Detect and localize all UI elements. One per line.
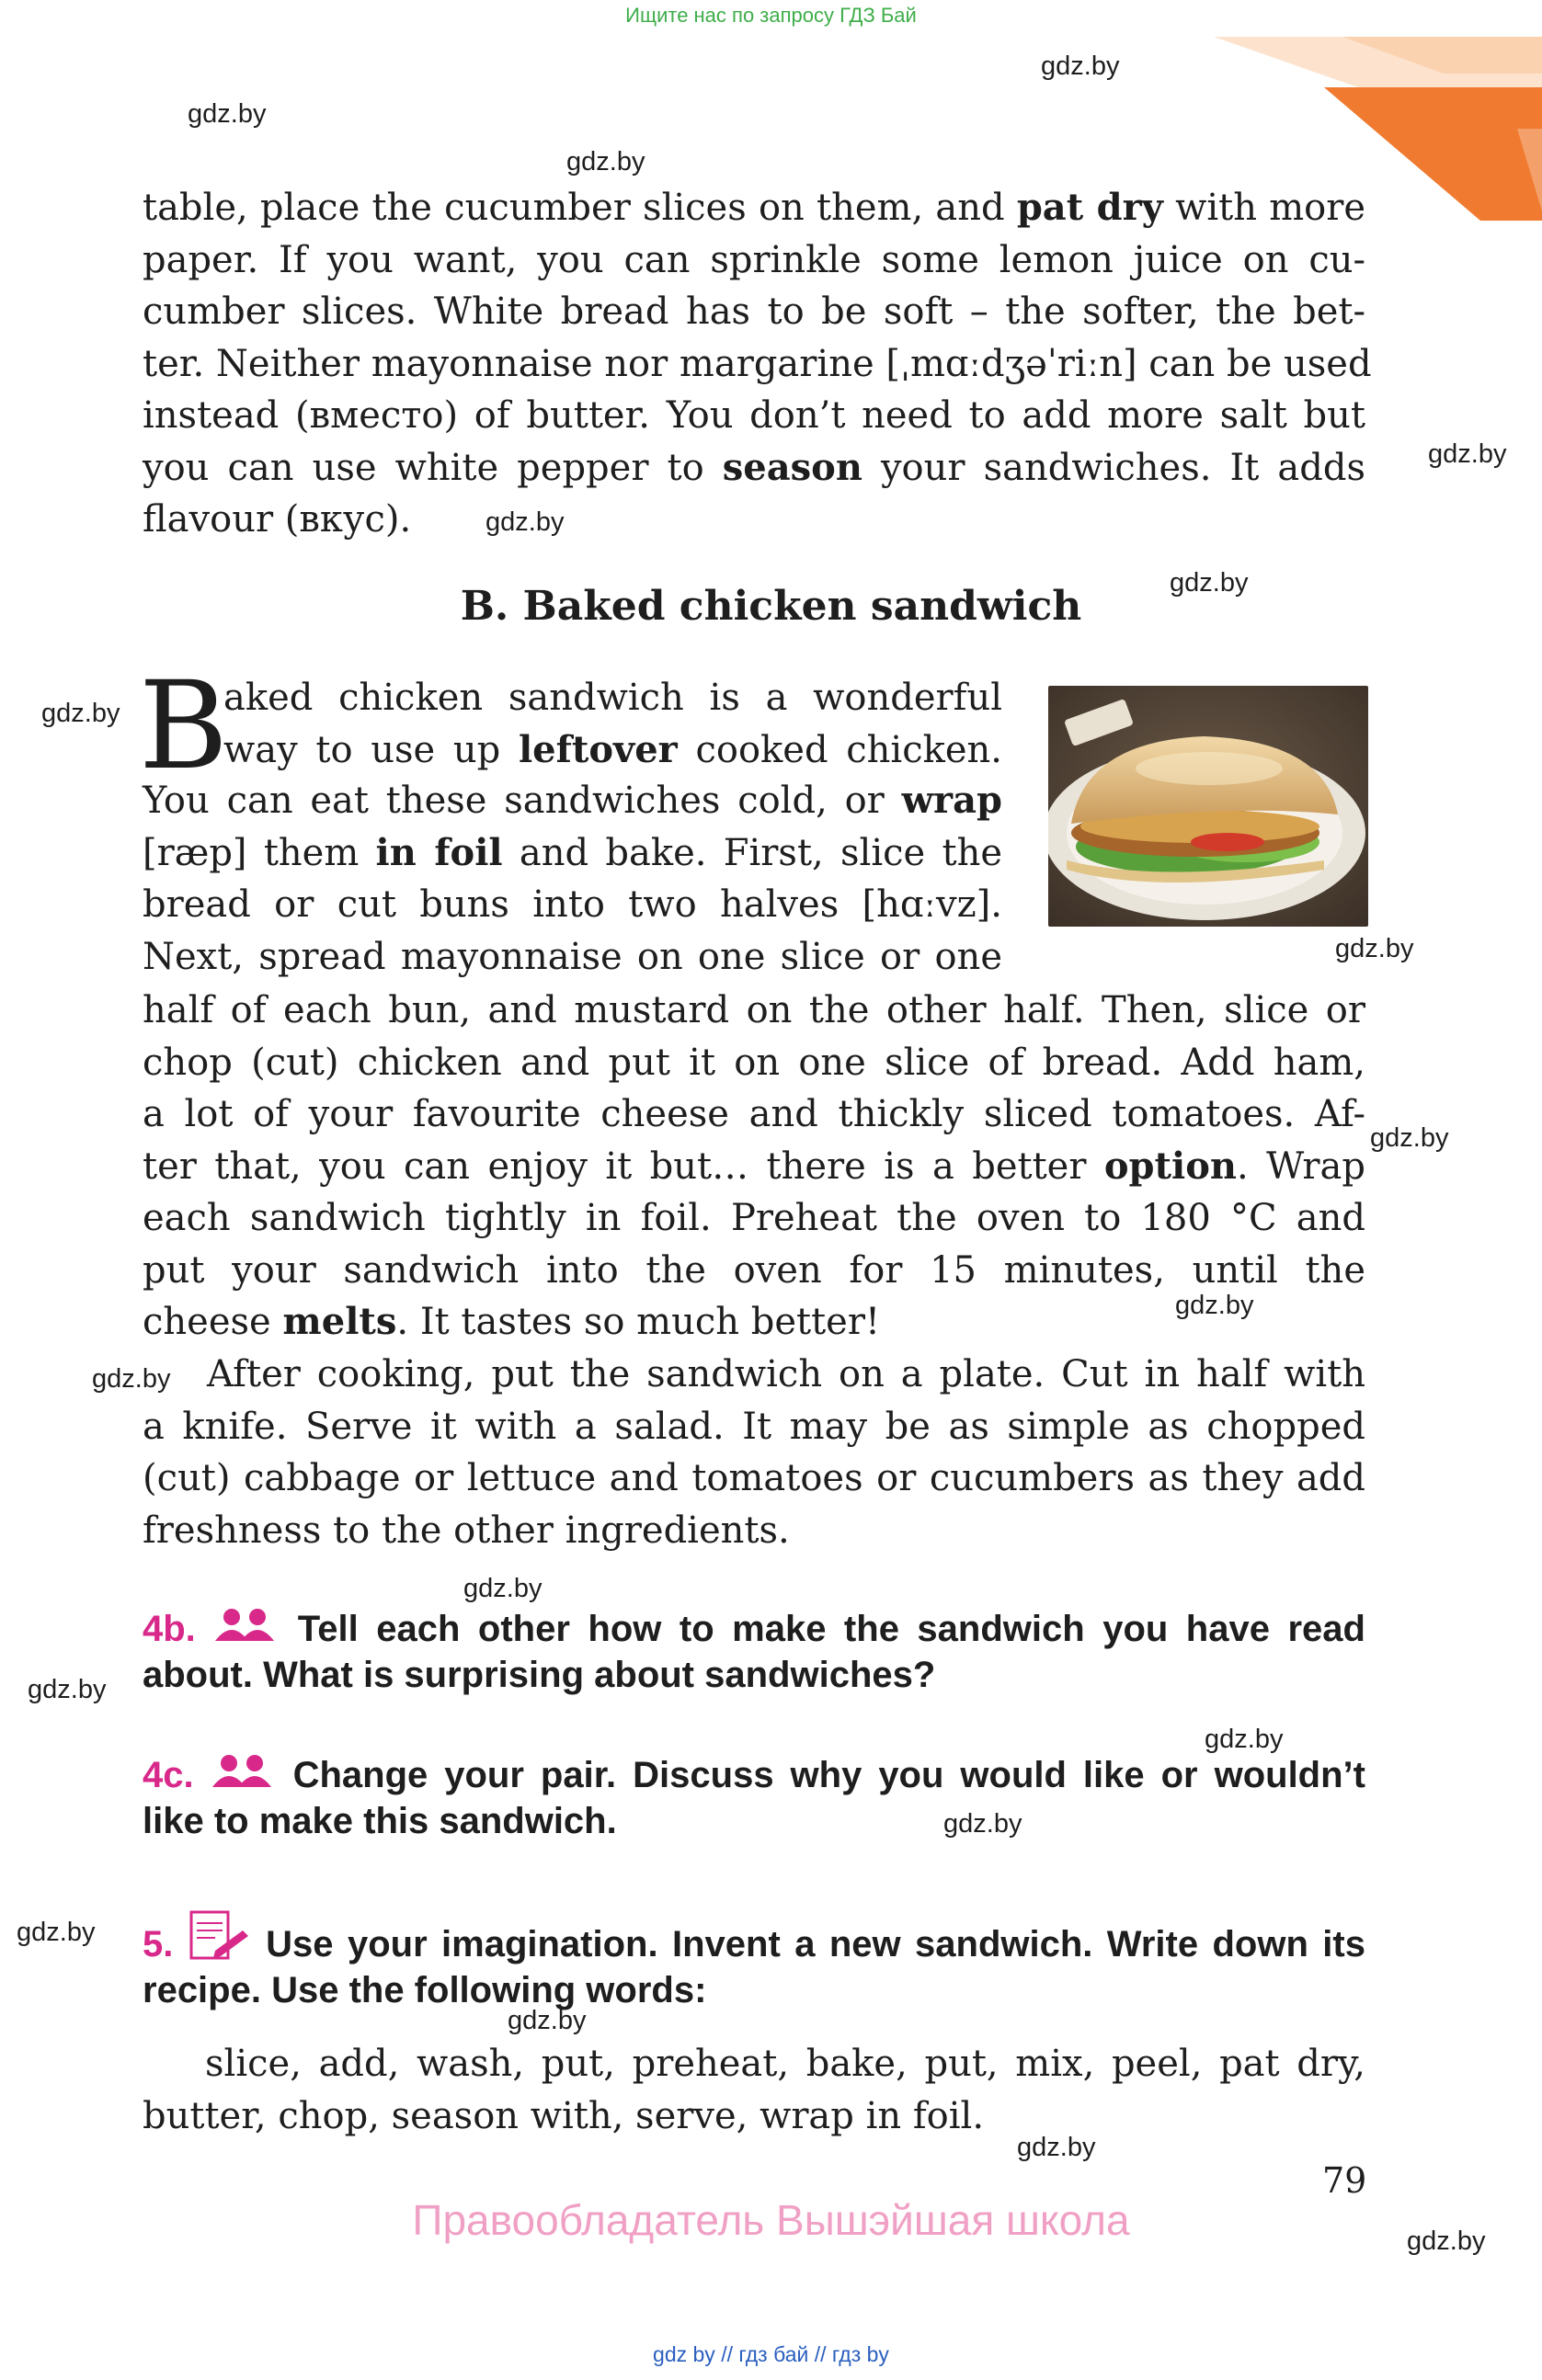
- page-number: 79: [1322, 2160, 1367, 2201]
- watermark: gdz.by: [188, 99, 267, 129]
- watermark: gdz.by: [28, 1675, 107, 1704]
- exercise-4c: [143, 1752, 1365, 1844]
- bold-term: option: [1103, 1144, 1237, 1188]
- exercise-text: like to make this sandwich.: [143, 1801, 617, 1841]
- watermark: gdz.by: [92, 1364, 171, 1394]
- pair-work-icon: [213, 1608, 280, 1645]
- text-run: [ræp] them: [143, 831, 376, 874]
- text-run: You can eat these sandwiches cold, or: [143, 780, 902, 822]
- text-run: ter that, you can enjoy it but… there is a better: [143, 1144, 1104, 1188]
- text-run: freshness to the other ingredients.: [143, 1509, 790, 1552]
- text-run: paper. If you want, you can sprinkle some lemon juice on cu-: [143, 238, 1365, 281]
- drop-cap: B: [139, 655, 229, 797]
- watermark: gdz.by: [17, 1918, 96, 1947]
- text-run: aked chicken sandwich is a wonderful: [223, 677, 1002, 719]
- text-line: [143, 390, 1365, 442]
- bold-term: wrap: [901, 779, 1002, 822]
- watermark: gdz.by: [1041, 51, 1120, 81]
- text-line: [223, 672, 1002, 724]
- sandwich-photo: [1048, 686, 1368, 927]
- text-run: chop (cut) chicken and put it on one slice of bread. Add ham,: [143, 1041, 1365, 1084]
- text-run: a lot of your favourite cheese and thickly sliced tomatoes. Af-: [143, 1093, 1365, 1135]
- text-line: [143, 1088, 1365, 1141]
- text-line: [143, 1141, 1365, 1193]
- text-line: [143, 879, 1002, 931]
- watermark: gdz.by: [463, 1574, 543, 1603]
- text-line: [143, 1452, 1365, 1505]
- text-line: [143, 1349, 1365, 1401]
- pair-work-icon: [211, 1754, 277, 1791]
- bold-term: melts: [282, 1300, 397, 1343]
- text-line: [143, 494, 1365, 546]
- text-run: you can use white pepper to: [143, 446, 723, 489]
- watermark: gdz.by: [1170, 568, 1249, 598]
- text-line: [143, 234, 1365, 287]
- text-run: table, place the cucumber slices on them, and: [143, 187, 1017, 229]
- watermark: gdz.by: [1335, 934, 1414, 963]
- text-line: [143, 1296, 1365, 1349]
- text-line: [143, 1505, 1365, 1557]
- watermark: gdz.by: [485, 507, 565, 537]
- text-line: [143, 1192, 1365, 1245]
- text-run: (cut) cabbage or lettuce and tomatoes or cucumbers as they add: [143, 1457, 1365, 1499]
- watermark: gdz.by: [943, 1809, 1022, 1839]
- exercise-text: Change your pair. Discuss why you would like or wouldn’t: [292, 1755, 1365, 1795]
- word-list-line: slice, add, wash, put, preheat, bake, put, mix, peel, pat dry,: [205, 2043, 1365, 2085]
- text-run: a knife. Serve it with a salad. It may be as simple as chopped: [143, 1405, 1365, 1448]
- word-list: [143, 2038, 1365, 2142]
- writing-task-icon: [188, 1910, 252, 1962]
- bold-term: leftover: [518, 727, 678, 771]
- exercise-number: 5.: [143, 1924, 174, 1964]
- text-line: [143, 985, 1365, 1037]
- text-run: bread or cut buns into two halves [hɑːvz].: [143, 883, 1002, 926]
- exercise-5: [143, 1910, 1365, 2013]
- exercise-number: 4b.: [143, 1609, 196, 1649]
- text-line: [143, 827, 1002, 880]
- text-run: with more: [1162, 187, 1366, 229]
- section-title: B. Baked chicken sandwich: [460, 583, 1082, 630]
- exercise-text: Tell each other how to make the sandwich you have read: [297, 1609, 1365, 1649]
- text-line: [143, 1037, 1365, 1089]
- text-run: half of each bun, and mustard on the other half. Then, slice or: [143, 989, 1365, 1031]
- text-run: After cooking, put the sandwich on a plate. Cut in half with: [207, 1353, 1365, 1395]
- text-line: [223, 724, 1002, 777]
- text-line: [143, 286, 1365, 338]
- text-run: . Wrap: [1236, 1144, 1365, 1188]
- text-line: [143, 1245, 1365, 1297]
- watermark: gdz.by: [1370, 1123, 1449, 1153]
- text-run: flavour (вкус).: [143, 498, 412, 541]
- copyright-notice: Правообладатель Вышэйшая школа: [412, 2196, 1130, 2244]
- bold-term: in foil: [375, 830, 503, 874]
- watermark: gdz.by: [41, 699, 120, 728]
- text-run: your sandwiches. It adds: [862, 446, 1366, 489]
- watermark: gdz.by: [1428, 439, 1507, 469]
- watermark: gdz.by: [566, 147, 645, 177]
- intro-paragraph: [143, 182, 1372, 546]
- word-list-line: butter, chop, season with, serve, wrap in foil.: [143, 2094, 985, 2137]
- text-run: each sandwich tightly in foil. Preheat the oven to 180 °C and: [143, 1197, 1365, 1239]
- text-run: . It tastes so much better!: [396, 1301, 881, 1343]
- text-run: cheese: [143, 1301, 283, 1343]
- text-run: instead (вместо) of butter. You don’t need to add more salt but: [143, 394, 1365, 437]
- text-line: [143, 931, 1002, 984]
- recipe-paragraph-mid: [143, 775, 1002, 983]
- bold-term: pat dry: [1016, 186, 1163, 229]
- text-run: cumber slices. White bread has to be soft – the softer, the bet-: [143, 290, 1365, 333]
- watermark: gdz.by: [1175, 1291, 1254, 1320]
- exercise-text: recipe. Use the following words:: [143, 1970, 707, 2010]
- text-run: cooked chicken.: [677, 728, 1002, 771]
- recipe-paragraph-top: [223, 672, 1002, 776]
- text-line: [143, 1401, 1365, 1453]
- exercise-number: 4c.: [143, 1755, 194, 1795]
- text-line: [143, 442, 1365, 495]
- watermark: gdz.by: [1017, 2133, 1096, 2162]
- text-run: ter. Neither mayonnaise nor margarine [ˌmɑːdʒəˈriːn] can be used: [143, 342, 1372, 385]
- text-run: put your sandwich into the oven for 15 minutes, until the: [143, 1248, 1365, 1292]
- bold-term: season: [722, 445, 862, 489]
- text-line: [143, 338, 1372, 391]
- text-line: [143, 182, 1365, 234]
- top-banner: Ищите нас по запросу ГДЗ Бай: [625, 4, 917, 27]
- watermark: gdz.by: [1205, 1725, 1284, 1754]
- watermark: gdz.by: [1407, 2226, 1486, 2256]
- text-run: Next, spread mayonnaise on one slice or one: [143, 935, 1002, 978]
- exercise-text: Use your imagination. Invent a new sandwich. Write down its: [266, 1924, 1365, 1964]
- recipe-paragraph-continued: [143, 985, 1365, 1349]
- exercise-4b: [143, 1606, 1365, 1698]
- watermark: gdz.by: [508, 2006, 587, 2035]
- text-run: way to use up: [223, 728, 519, 771]
- text-line: [143, 775, 1002, 827]
- exercise-text: about. What is surprising about sandwiches?: [143, 1655, 936, 1695]
- footer-links: gdz by // гдз бай // гдз by: [653, 2342, 889, 2366]
- text-run: and bake. First, slice the: [502, 831, 1003, 874]
- serving-paragraph: [143, 1349, 1365, 1556]
